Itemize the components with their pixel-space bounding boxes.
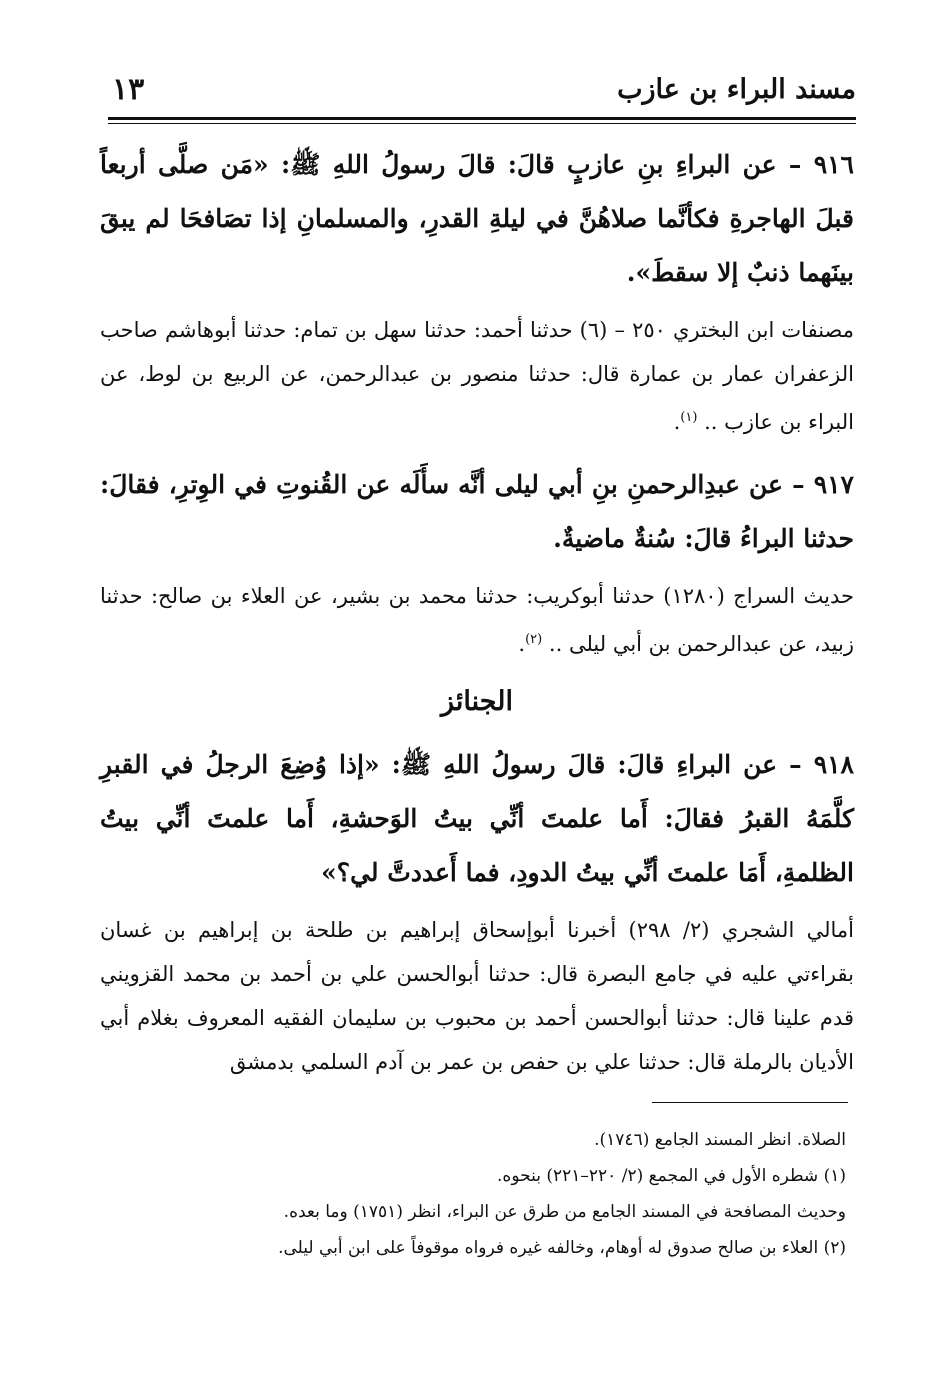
footnote-2: (٢) العلاء بن صالح صدوق له أوهام، وخالفه غيره فرواه موقوفاً على ابن أبي ليلى. — [278, 1238, 846, 1258]
footnote-rule — [652, 1102, 848, 1103]
footnote-1: (١) شطره الأول في المجمع (٢/ ٢٢٠–٢٢١) بنحوه. — [497, 1166, 846, 1186]
footnote-continuation: الصلاة. انظر المسند الجامع (١٧٤٦). — [594, 1130, 846, 1150]
hadith-916: ٩١٦ – عن البراءِ بنِ عازبٍ قالَ: قالَ رسولُ اللهِ ﷺ: «مَن صلَّى أربعاً قبلَ الهاجرةِ فكأنَّما صلاهُنَّ في ليلةِ القدرِ، والمسلمانِ إذا تصَافحَا لم يبقَ بينَهما ذنبٌ إلا سقطَ». — [100, 150, 854, 287]
source-916-text: مصنفات ابن البختري ٢٥٠ – (٦) حدثنا أحمد: حدثنا سهل بن تمام: حدثنا أبوهاشم صاحب الزعفران عمار بن عمارة قال: حدثنا منصور بن عبدالرحمن، عن الربيع بن لوط، عن البراء بن عازب .. — [100, 318, 854, 434]
page-number: ١٣ — [112, 72, 145, 107]
footnotes — [100, 1122, 846, 1266]
hadith-918: ٩١٨ – عن البراءِ قالَ: قالَ رسولُ اللهِ ﷺ: «إذا وُضِعَ الرجلُ في القبرِ كلَّمَهُ القبرُ فقالَ: أَما علمتَ أنِّي بيتُ الوَحشةِ، أَما علمتَ أنِّي بيتُ الظلمةِ، أَمَا علمتَ أنِّي بيتُ الدودِ، فما أَعددتَّ لي؟» — [100, 750, 854, 887]
header-rule-thin — [108, 123, 856, 124]
running-title: مسند البراء بن عازب — [617, 74, 856, 105]
source-916 — [100, 308, 854, 444]
source-917-end: . — [518, 632, 526, 656]
footnote-1-continued: وحديث المصافحة في المسند الجامع من طرق عن البراء، انظر (١٧٥١) وما بعده. — [283, 1202, 846, 1222]
source-917 — [100, 574, 854, 666]
source-917-text: حديث السراج (١٢٨٠) حدثنا أبوكريب: حدثنا محمد بن بشير، عن العلاء بن صالح: حدثنا زبيد، عن عبدالرحمن بن أبي ليلى .. — [100, 584, 854, 656]
page-header — [108, 70, 856, 116]
hadith-917: ٩١٧ – عن عبدِالرحمنِ بنِ أبي ليلى أنَّه سأَلَه عن القُنوتِ في الوِترِ، فقالَ: حدثنا البراءُ قالَ: سُنةٌ ماضيةٌ. — [100, 470, 854, 553]
section-title: الجنائز — [441, 686, 513, 717]
main-text — [100, 138, 854, 1098]
footnote-ref-1[interactable]: (١) — [680, 410, 698, 425]
footnote-ref-2[interactable]: (٢) — [525, 632, 543, 647]
source-916-end: . — [673, 410, 681, 434]
header-rule-thick — [108, 117, 856, 120]
source-918: أمالي الشجري (٢/ ٢٩٨) أخبرنا أبوإسحاق إبراهيم بن طلحة بن إبراهيم بن غسان بقراءتي عليه في جامع البصرة قال: حدثنا أبوالحسن علي بن أحمد بن محمد القزويني قدم علينا قال: حدثنا أبوالحسن أحمد بن محبوب بن سليمان الفقيه المعروف بغلام أبي الأديان بالرملة قال: حدثنا علي بن حفص بن عمر بن آدم السلمي بدمشق — [100, 918, 854, 1074]
